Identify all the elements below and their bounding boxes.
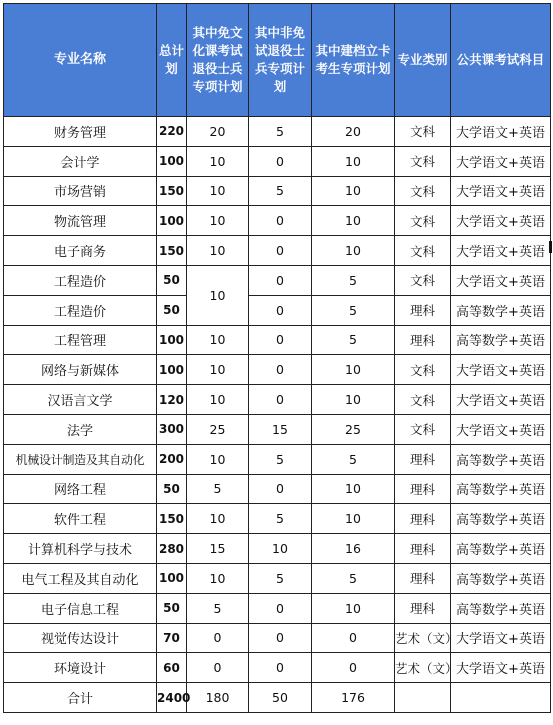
- category-cell: 艺术（文）: [395, 653, 451, 683]
- summary-label-cell: 合计: [4, 683, 157, 713]
- exempt-plan-cell: 5: [187, 593, 249, 623]
- total-plan-cell: 100: [157, 325, 187, 355]
- card-plan-cell: 5: [312, 295, 395, 325]
- major-name-cell: 工程造价: [4, 295, 157, 325]
- nonexempt-plan-cell: 0: [249, 325, 312, 355]
- subjects-cell: 大学语文+英语: [451, 414, 551, 444]
- major-name-cell: 环境设计: [4, 653, 157, 683]
- category-cell: 理科: [395, 444, 451, 474]
- subjects-cell: 大学语文+英语: [451, 265, 551, 295]
- major-name-cell: 机械设计制造及其自动化: [4, 444, 157, 474]
- total-plan-cell: 220: [157, 117, 187, 147]
- category-cell: 文科: [395, 414, 451, 444]
- category-cell: 理科: [395, 563, 451, 593]
- total-plan-cell: 50: [157, 265, 187, 295]
- subjects-cell: 大学语文+英语: [451, 653, 551, 683]
- major-name-cell: 市场营销: [4, 176, 157, 206]
- card-plan-cell: 25: [312, 414, 395, 444]
- nonexempt-plan-cell: 0: [249, 653, 312, 683]
- nonexempt-plan-cell: 0: [249, 355, 312, 385]
- nonexempt-plan-cell: 5: [249, 504, 312, 534]
- card-plan-cell: 0: [312, 623, 395, 653]
- summary-card-cell: 176: [312, 683, 395, 713]
- major-name-cell: 计算机科学与技术: [4, 534, 157, 564]
- table-row: [4, 414, 551, 444]
- table-row: [4, 534, 551, 564]
- total-plan-cell: 100: [157, 563, 187, 593]
- exempt-plan-cell: 10: [187, 444, 249, 474]
- nonexempt-plan-cell: 0: [249, 295, 312, 325]
- major-name-cell: 电气工程及其自动化: [4, 563, 157, 593]
- card-plan-cell: 5: [312, 444, 395, 474]
- nonexempt-plan-cell: 10: [249, 534, 312, 564]
- exempt-plan-cell: 0: [187, 653, 249, 683]
- table-row: [4, 206, 551, 236]
- subjects-cell: 高等数学+英语: [451, 474, 551, 504]
- subjects-cell: 大学语文+英语: [451, 146, 551, 176]
- table-row: [4, 265, 551, 295]
- table-row: [4, 444, 551, 474]
- card-plan-cell: 20: [312, 117, 395, 147]
- subjects-cell: 大学语文+英语: [451, 206, 551, 236]
- table-row: [4, 236, 551, 266]
- exempt-plan-cell: 10: [187, 236, 249, 266]
- major-name-cell: 物流管理: [4, 206, 157, 236]
- category-cell: 理科: [395, 504, 451, 534]
- card-plan-cell: 10: [312, 176, 395, 206]
- summary-exempt-cell: 180: [187, 683, 249, 713]
- category-cell: 理科: [395, 295, 451, 325]
- major-name-cell: 财务管理: [4, 117, 157, 147]
- header-major-category: 专业类别: [395, 4, 451, 117]
- table-row: [4, 355, 551, 385]
- major-name-cell: 网络与新媒体: [4, 355, 157, 385]
- total-plan-cell: 50: [157, 474, 187, 504]
- card-plan-cell: 10: [312, 593, 395, 623]
- card-plan-cell: 10: [312, 385, 395, 415]
- total-plan-cell: 100: [157, 146, 187, 176]
- subjects-cell: 高等数学+英语: [451, 563, 551, 593]
- major-name-cell: 电子商务: [4, 236, 157, 266]
- exempt-plan-merged-cell: 10: [187, 265, 249, 325]
- nonexempt-plan-cell: 0: [249, 236, 312, 266]
- category-cell: 理科: [395, 534, 451, 564]
- major-name-cell: 会计学: [4, 146, 157, 176]
- card-plan-cell: 10: [312, 504, 395, 534]
- total-plan-cell: 280: [157, 534, 187, 564]
- card-plan-cell: 10: [312, 236, 395, 266]
- header-major-name: 专业名称: [4, 4, 157, 117]
- table-header: [4, 4, 551, 117]
- table-row: [4, 623, 551, 653]
- exempt-plan-cell: 20: [187, 117, 249, 147]
- summary-category-cell: [395, 683, 451, 713]
- nonexempt-plan-cell: 0: [249, 623, 312, 653]
- major-name-cell: 法学: [4, 414, 157, 444]
- total-plan-cell: 120: [157, 385, 187, 415]
- category-cell: 文科: [395, 206, 451, 236]
- exempt-plan-cell: 10: [187, 146, 249, 176]
- category-cell: 理科: [395, 474, 451, 504]
- table-row: [4, 385, 551, 415]
- card-plan-cell: 5: [312, 325, 395, 355]
- category-cell: 理科: [395, 593, 451, 623]
- card-plan-cell: 10: [312, 355, 395, 385]
- subjects-cell: 高等数学+英语: [451, 295, 551, 325]
- subjects-cell: 高等数学+英语: [451, 593, 551, 623]
- table-body: [4, 117, 551, 713]
- card-plan-cell: 16: [312, 534, 395, 564]
- total-plan-cell: 50: [157, 295, 187, 325]
- card-plan-cell: 5: [312, 563, 395, 593]
- table-row: [4, 653, 551, 683]
- total-plan-cell: 60: [157, 653, 187, 683]
- edge-mark: [549, 241, 552, 253]
- table-row: [4, 176, 551, 206]
- nonexempt-plan-cell: 0: [249, 474, 312, 504]
- category-cell: 文科: [395, 117, 451, 147]
- total-plan-cell: 150: [157, 504, 187, 534]
- card-plan-cell: 5: [312, 265, 395, 295]
- major-name-cell: 电子信息工程: [4, 593, 157, 623]
- enrollment-plan-table: [3, 3, 551, 713]
- exempt-plan-cell: 10: [187, 176, 249, 206]
- summary-subjects-cell: [451, 683, 551, 713]
- card-plan-cell: 10: [312, 474, 395, 504]
- total-plan-cell: 70: [157, 623, 187, 653]
- exempt-plan-cell: 0: [187, 623, 249, 653]
- subjects-cell: 高等数学+英语: [451, 504, 551, 534]
- subjects-cell: 高等数学+英语: [451, 325, 551, 355]
- summary-nonexempt-cell: 50: [249, 683, 312, 713]
- exempt-plan-cell: 25: [187, 414, 249, 444]
- summary-row: [4, 683, 551, 713]
- subjects-cell: 高等数学+英语: [451, 534, 551, 564]
- exempt-plan-cell: 10: [187, 355, 249, 385]
- category-cell: 文科: [395, 265, 451, 295]
- table-row: [4, 295, 551, 325]
- subjects-cell: 大学语文+英语: [451, 355, 551, 385]
- category-cell: 文科: [395, 146, 451, 176]
- header-exempt-veteran-plan: 其中免文化课考试退役士兵专项计划: [187, 4, 249, 117]
- total-plan-cell: 100: [157, 355, 187, 385]
- nonexempt-plan-cell: 0: [249, 593, 312, 623]
- card-plan-cell: 10: [312, 146, 395, 176]
- total-plan-cell: 50: [157, 593, 187, 623]
- subjects-cell: 大学语文+英语: [451, 117, 551, 147]
- nonexempt-plan-cell: 0: [249, 265, 312, 295]
- major-name-cell: 工程造价: [4, 265, 157, 295]
- subjects-cell: 大学语文+英语: [451, 623, 551, 653]
- exempt-plan-cell: 10: [187, 206, 249, 236]
- header-poverty-card-plan: 其中建档立卡考生专项计划: [312, 4, 395, 117]
- exempt-plan-cell: 10: [187, 563, 249, 593]
- table-row: [4, 563, 551, 593]
- card-plan-cell: 0: [312, 653, 395, 683]
- exempt-plan-cell: 10: [187, 385, 249, 415]
- total-plan-cell: 150: [157, 236, 187, 266]
- header-nonexempt-veteran-plan: 其中非免试退役士兵专项计划: [249, 4, 312, 117]
- major-name-cell: 网络工程: [4, 474, 157, 504]
- category-cell: 理科: [395, 325, 451, 355]
- subjects-cell: 高等数学+英语: [451, 444, 551, 474]
- total-plan-cell: 100: [157, 206, 187, 236]
- subjects-cell: 大学语文+英语: [451, 176, 551, 206]
- subjects-cell: 大学语文+英语: [451, 385, 551, 415]
- nonexempt-plan-cell: 0: [249, 146, 312, 176]
- category-cell: 文科: [395, 385, 451, 415]
- header-total-plan: 总计划: [157, 4, 187, 117]
- nonexempt-plan-cell: 5: [249, 117, 312, 147]
- card-plan-cell: 10: [312, 206, 395, 236]
- nonexempt-plan-cell: 5: [249, 444, 312, 474]
- table-row: [4, 504, 551, 534]
- major-name-cell: 视觉传达设计: [4, 623, 157, 653]
- category-cell: 文科: [395, 176, 451, 206]
- exempt-plan-cell: 5: [187, 474, 249, 504]
- nonexempt-plan-cell: 0: [249, 385, 312, 415]
- major-name-cell: 汉语言文学: [4, 385, 157, 415]
- summary-total-cell: 2400: [157, 683, 187, 713]
- exempt-plan-cell: 15: [187, 534, 249, 564]
- category-cell: 文科: [395, 355, 451, 385]
- nonexempt-plan-cell: 5: [249, 176, 312, 206]
- major-name-cell: 工程管理: [4, 325, 157, 355]
- table-row: [4, 117, 551, 147]
- table-row: [4, 474, 551, 504]
- category-cell: 艺术（文）: [395, 623, 451, 653]
- total-plan-cell: 200: [157, 444, 187, 474]
- nonexempt-plan-cell: 0: [249, 206, 312, 236]
- table-row: [4, 593, 551, 623]
- subjects-cell: 大学语文+英语: [451, 236, 551, 266]
- table-row: [4, 146, 551, 176]
- table-row: [4, 325, 551, 355]
- nonexempt-plan-cell: 15: [249, 414, 312, 444]
- exempt-plan-cell: 10: [187, 504, 249, 534]
- header-exam-subjects: 公共课考试科目: [451, 4, 551, 117]
- nonexempt-plan-cell: 5: [249, 563, 312, 593]
- total-plan-cell: 150: [157, 176, 187, 206]
- exempt-plan-cell: 10: [187, 325, 249, 355]
- category-cell: 文科: [395, 236, 451, 266]
- major-name-cell: 软件工程: [4, 504, 157, 534]
- total-plan-cell: 300: [157, 414, 187, 444]
